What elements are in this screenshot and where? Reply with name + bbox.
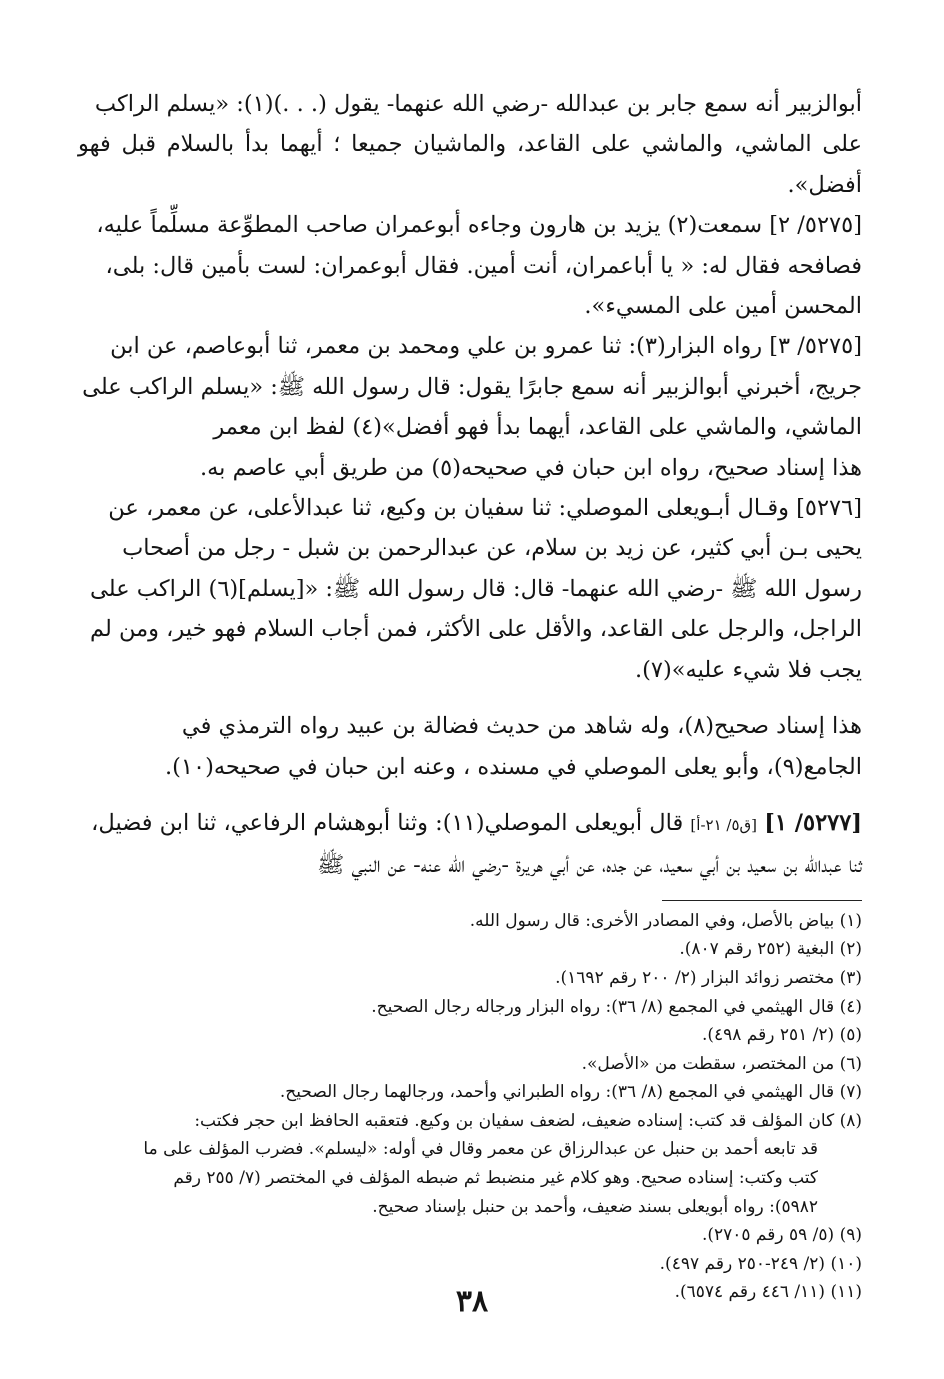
footnote: (٩) (٥/ ٥٩ رقم ٢٧٠٥). <box>701 1225 862 1246</box>
text-line: يحيى بـن أبي كثير، عن زيد بن سلام، عن عبدالرحمن بن شبل - رجل من أصحاب <box>122 535 862 562</box>
text-line: ثنا عبدالله بن سعيد بن أبي سعيد، عن جده، عن أبي هريرة -رضي الله عنه- عن النبي ﷺ <box>317 852 862 879</box>
text-line: فصافحه فقال له: « يا أباعمران، أنت أمين. فقال أبوعمران: لست بأمين قال: بلى، <box>105 252 862 279</box>
verdict-line: هذا إسناد صحيح، رواه ابن حبان في صحيحه(٥) من طريق أبي عاصم به. <box>199 454 862 481</box>
footnote: (١٠) (٢/ ٢٤٩-٢٥٠ رقم ٤٩٧). <box>659 1253 862 1274</box>
footnote: (١١) (١١/ ٤٤٦ رقم ٦٥٧٤). <box>674 1282 862 1303</box>
footnote: (٤) قال الهيثمي في المجمع (٨/ ٣٦): رواه البزار ورجاله رجال الصحيح. <box>371 996 862 1017</box>
text-line: الجامع(٩)، وأبو يعلى الموصلي في مسنده ، وعنه ابن حبان في صحيحه(١٠). <box>164 753 862 780</box>
text-line: أبوالزبير أنه سمع جابر بن عبدالله -رضي الله عنهما- يقول (. . .)(١): «يسلم الراكب <box>94 91 862 117</box>
text-line: رسول الله ﷺ -رضي الله عنهما- قال: قال رسول الله ﷺ: «[يسلم](٦) الراكب على <box>90 575 862 602</box>
footnote: (٧) قال الهيثمي في المجمع (٨/ ٣٦): رواه الطبراني وأحمد، ورجالهما رجال الصحيح. <box>279 1082 862 1103</box>
footnotes <box>78 907 862 1307</box>
footnote: (٥) (٢/ ٢٥١ رقم ٤٩٨). <box>701 1025 862 1046</box>
main-text <box>78 84 862 886</box>
footnote: (٦) من المختصر، سقطت من «الأصل». <box>581 1053 862 1074</box>
footnote: (٢) البغية (٢٥٢ رقم ٨٠٧). <box>679 939 862 960</box>
hadith-5275-2-line: [٥٢٧٥/ ٢] سمعت(٢) يزيد بن هارون وجاءه أبوعمران صاحب المطوِّعة مسلِّماً عليه، <box>96 212 862 239</box>
hadith-text: قال أبويعلى الموصلي(١١): وثنا أبوهشام الرفاعي، ثنا ابن فضيل، <box>91 809 684 836</box>
text-line: على الماشي، والماشي على القاعد، والماشيان جميعا ؛ أيهما بدأ بالسلام قبل فهو أفضل». <box>78 131 862 198</box>
manuscript-ref: [ق٥/ ٢١-أ] <box>690 815 758 834</box>
hadith-5276-line: [٥٢٧٦] وقـال أبـويعلى الموصلي: ثنا سفيان بن وكيع، ثنا عبدالأعلى، عن معمر، عن <box>108 495 862 522</box>
text-line: جريج، أخبرني أبوالزبير أنه سمع جابرًا يقول: قال رسول الله ﷺ: «يسلم الراكب على <box>82 373 862 400</box>
footnote: (٨) كان المؤلف قد كتب: إسناده ضعيف، لضعف سفيان بن وكيع. فتعقبه الحافظ ابن حجر فكتب: <box>194 1110 862 1131</box>
text-line: يجب فلا شيء عليه»(٧). <box>634 656 862 683</box>
text-line: الماشي، والماشي على القاعد، أيهما بدأ فهو أفضل»(٤) لفظ ابن معمر <box>213 414 862 441</box>
text-line: المحسن أمين على المسيء». <box>584 293 862 320</box>
verdict-line: هذا إسناد صحيح(٨)، وله شاهد من حديث فضالة بن عبيد رواه الترمذي في <box>181 713 862 740</box>
hadith-5275-3-line: [٥٢٧٥/ ٣] رواه البزار(٣): ثنا عمرو بن علي ومحمد بن معمر، ثنا أبوعاصم، عن ابن <box>110 333 862 360</box>
footnote-continuation: كتب وكتب: إسناده صحيح. وهو كلام غير منضبط ثم ضبطه المؤلف في المختصر (٧/ ٢٥٥ رقم <box>173 1168 818 1189</box>
hadith-5277-line <box>78 803 862 845</box>
footnote: (٣) مختصر زوائد البزار (٢/ ٢٠٠ رقم ١٦٩٢). <box>555 967 862 988</box>
page-number: ٣٨ <box>455 1284 489 1319</box>
text-line: الراجل، والرجل على القاعد، والأقل على الأكثر، فمن أجاب السلام فهو خير، ومن لم <box>89 616 862 643</box>
footnote-continuation: قد تابعه أحمد بن حنبل عن عبدالرزاق عن معمر وقال في أوله: «ليسلم». فضرب المؤلف على ما <box>143 1139 818 1160</box>
footnote: (١) بياض بالأصل، وفي المصادر الأخرى: قال رسول الله. <box>469 910 862 931</box>
hadith-number: [٥٢٧٧/ ١] <box>764 809 862 836</box>
footnote-continuation: ٥٩٨٢): رواه أبويعلى بسند ضعيف، وأحمد بن حنبل بإسناد صحيح. <box>372 1196 818 1217</box>
footnote-divider <box>662 900 862 901</box>
